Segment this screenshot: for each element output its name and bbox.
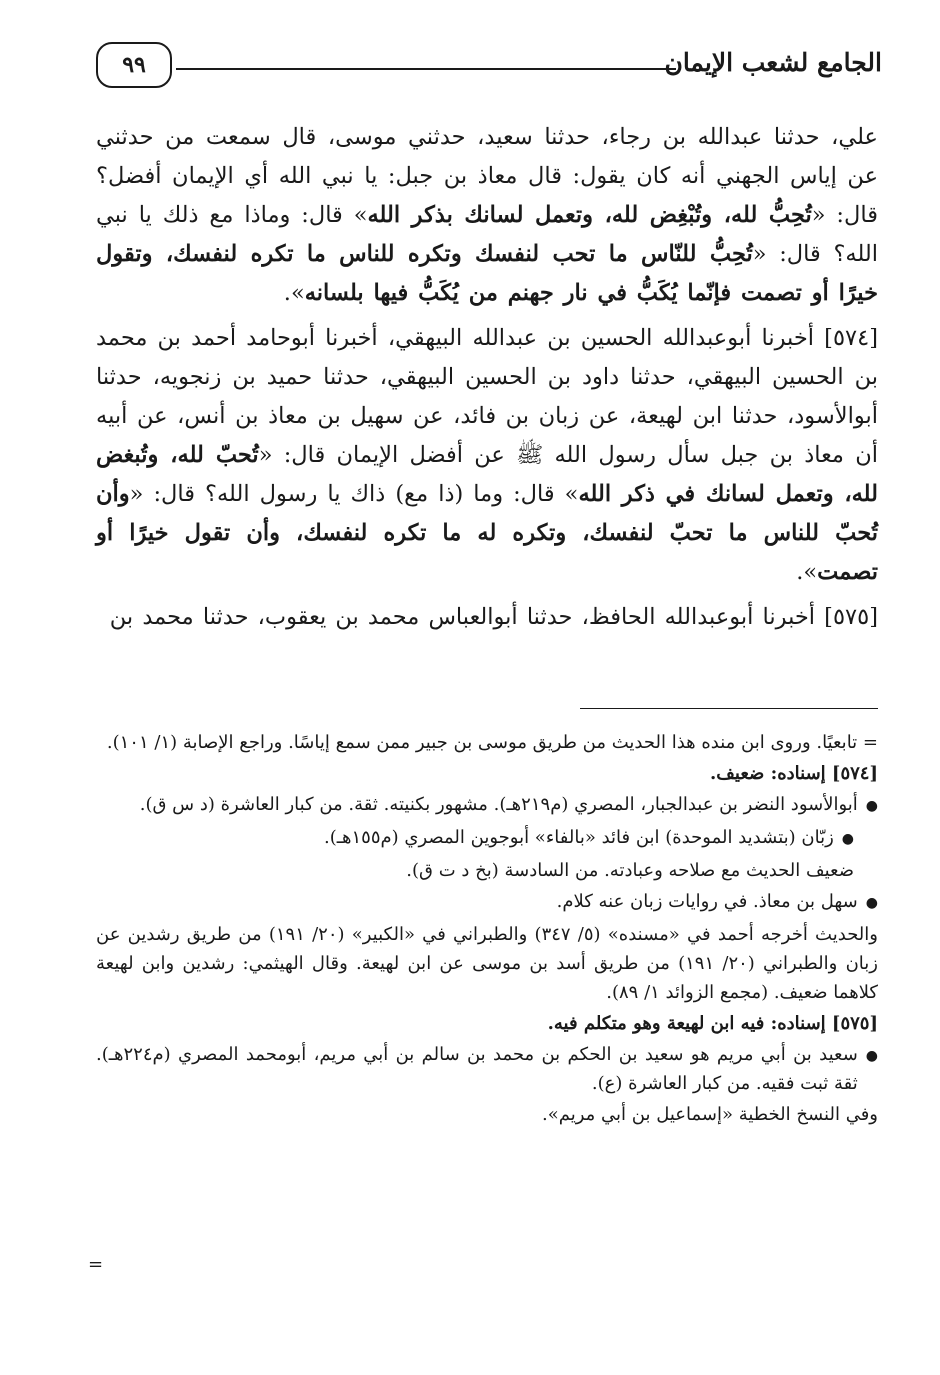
bullet-text: أبوالأسود النضر بن عبدالجبار، المصري (م٢١٩هـ). مشهور بكنيته. ثقة. من كبار العاشرة (د س ق).	[139, 794, 858, 815]
prophetic-text: تُحِبُّ للنّاس ما تحب لنفسك وتكره للناس ما تكره لنفسك، وتقول خيرًا أو تصمت فإنّما يُكَبُّ في نار جهنم من يُكَبُّ فيها بلسانه	[96, 241, 878, 306]
hadith-paragraph-575	[96, 598, 878, 637]
bullet-icon: ●	[865, 895, 878, 911]
footnote-bullet	[96, 790, 878, 821]
narration-text: » قال: وماذا مع ذلك يا نبي الله؟ قال: «	[96, 202, 879, 267]
running-header	[96, 38, 882, 90]
footnotes	[96, 728, 878, 1131]
header-rule	[176, 68, 676, 70]
narration-text: [٥٧٤] أخبرنا أبوعبدالله الحسين بن عبدالله البيهقي، أخبرنا أبوحامد أحمد بن محمد بن الحسين البيهقي، حدثنا داود بن الحسين البيهقي، حدثنا حميد بن زنجويه، حدثنا أبوالأسود، حدثنا ابن لهيعة، عن زبان بن فائد، عن سهيل بن معاذ بن أنس، عن أبيه أن معاذ بن جبل سأل رسول الله ﷺ عن أفضل الإيمان قال: «	[96, 325, 879, 468]
bullet-text: سهل بن معاذ. في روايات زبان عنه كلام.	[556, 891, 858, 912]
narration-text: ».	[796, 559, 818, 585]
footnote-bullet	[96, 887, 878, 918]
narration-text: [٥٧٥] أخبرنا أبوعبدالله الحافظ، حدثنا أبوالعباس محمد بن يعقوب، حدثنا محمد بن	[109, 604, 878, 630]
bullet-icon: ●	[841, 831, 854, 847]
footnote-bullet	[96, 1040, 878, 1098]
footnote-bullet	[96, 823, 878, 854]
hadith-paragraph-574	[96, 319, 878, 592]
prophetic-text: تُحبّ لله، وتُبغض لله، وتعمل لسانك في ذكر الله	[96, 442, 878, 507]
continuation-mark: =	[88, 1254, 104, 1275]
narration-text: » قال: وما (ذا مع) ذاك يا رسول الله؟ قال: «	[129, 481, 579, 507]
footnote-continuation: = تابعيًا. وروى ابن منده هذا الحديث من طريق موسى بن جبير ممن سمع إياسًا. وراجع الإصابة (١/ ١٠١).	[106, 732, 878, 753]
footnote-heading-575: [٥٧٥] إسناده: فيه ابن لهيعة وهو متكلم فيه.	[547, 1013, 878, 1034]
bullet-text: زبّان (بتشديد الموحدة) ابن فائد «بالفاء» أبوجوين المصري (م١٥٥هـ).	[323, 827, 834, 848]
bullet-icon: ●	[865, 798, 878, 814]
main-text	[96, 118, 878, 643]
bullet-text: سعيد بن أبي مريم هو سعيد بن الحكم بن محمد بن سالم بن أبي مريم، أبومحمد المصري (م٢٢٤هـ). ثقة ثبت فقيه. من كبار العاشرة (ع).	[96, 1044, 858, 1094]
footnote-heading-574: [٥٧٤] إسناده: ضعيف.	[710, 763, 878, 784]
bullet-icon: ●	[865, 1048, 878, 1064]
narration-text: ».	[283, 280, 305, 306]
book-title: الجامع لشعب الإيمان	[664, 48, 882, 77]
footnote-separator	[580, 708, 878, 709]
page-number: ٩٩	[96, 42, 172, 88]
prophetic-text: تُحِبُّ لله، وتُبْغِض لله، وتعمل لسانك بذكر الله	[367, 202, 812, 228]
hadith-paragraph-1	[96, 118, 878, 313]
footnote-line: ضعيف الحديث مع صلاحه وعبادته. من السادسة (بخ د ت ق).	[406, 860, 854, 881]
footnote-note: وفي النسخ الخطية «إسماعيل بن أبي مريم».	[542, 1104, 878, 1125]
footnote-paragraph: والحديث أخرجه أحمد في «مسنده» (٥/ ٣٤٧) والطبراني في «الكبير» (٢٠/ ١٩١) من طريق رشدين عن زبان والطبراني (٢٠/ ١٩١) من طريق أسد بن موسى عن ابن لهيعة. وقال الهيثمي: رشدين وابن لهيعة كلاهما ضعيف. (مجمع الزوائد ١/ ٨٩).	[96, 924, 878, 1003]
prophetic-text: وأن تُحبّ للناس ما تحبّ لنفسك، وتكره له ما تكره لنفسك، وأن تقول خيرًا أو تصمت	[96, 481, 878, 585]
narration-text: علي، حدثنا عبدالله بن رجاء، حدثنا سعيد، حدثني موسى، قال سمعت من حدثني عن إياس الجهني أنه كان يقول: قال معاذ بن جبل: يا نبي الله أي الإيمان أفضل؟ قال: «	[96, 124, 878, 228]
